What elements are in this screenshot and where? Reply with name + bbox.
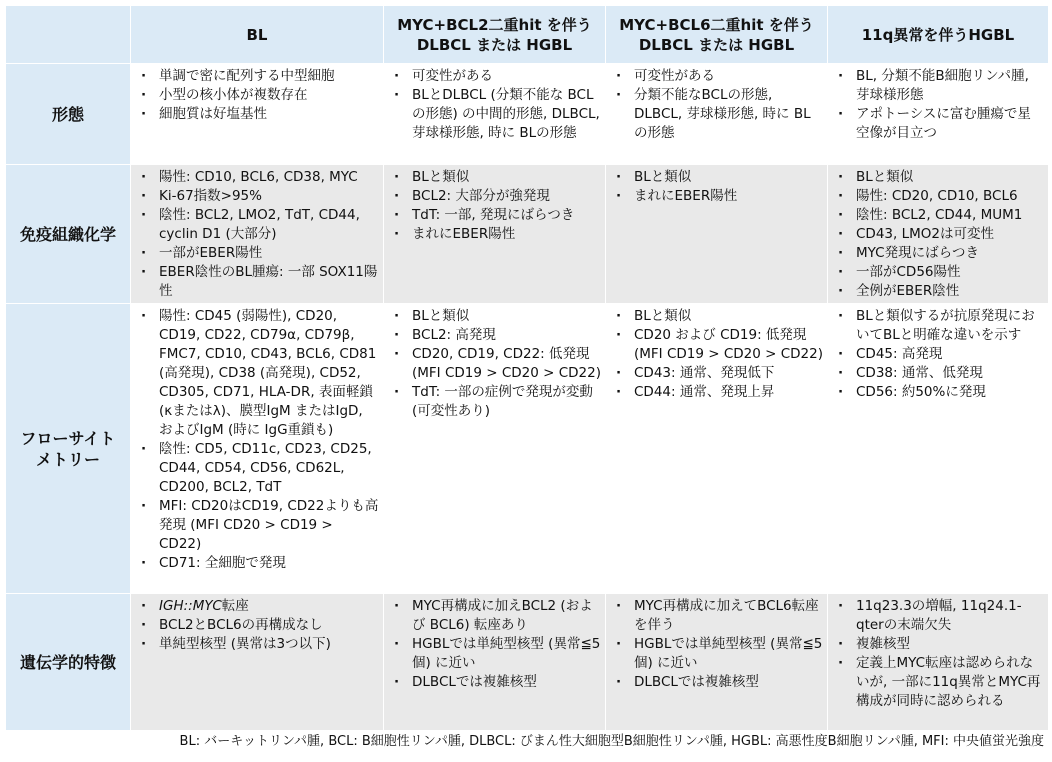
list-item: · BLと類似 xyxy=(614,307,823,326)
list-item: · 単調で密に配列する中型細胞 xyxy=(139,67,379,86)
comparison-table xyxy=(5,5,1049,731)
list-item: · BLと類似 xyxy=(836,168,1044,187)
header-corner xyxy=(6,6,131,64)
bullet-list xyxy=(606,594,827,694)
bullet-list xyxy=(606,64,827,145)
list-item: · CD43, LMO2は可変性 xyxy=(836,225,1044,244)
bullet-list xyxy=(828,304,1048,404)
list-item: · BCL2: 高発現 xyxy=(392,326,601,345)
list-item: · DLBCLでは複雑核型 xyxy=(614,673,823,692)
list-item: · CD20, CD19, CD22: 低発現 (MFI CD19 > CD20 > CD22) xyxy=(392,345,601,383)
bullet-list xyxy=(828,165,1048,303)
row-header-immunohistochemistry: 免疫組織化学 xyxy=(6,165,131,304)
cell-ihc-myc-bcl2 xyxy=(384,165,606,304)
list-item: · 単純型核型 (異常は3つ以下) xyxy=(139,635,379,654)
cell-morphology-myc-bcl2 xyxy=(384,64,606,165)
list-item: · CD44: 通常、発現上昇 xyxy=(614,383,823,402)
bullet-list xyxy=(384,165,605,246)
column-header-myc-bcl6: MYC+BCL6二重hit を伴う DLBCL または HGBL xyxy=(606,6,828,64)
list-item: · HGBLでは単純型核型 (異常≦5個) に近い xyxy=(614,635,823,673)
cell-morphology-myc-bcl6 xyxy=(606,64,828,165)
translocation-suffix: 転座 xyxy=(221,598,249,614)
list-item: · 可変性がある xyxy=(614,67,823,86)
list-item: · まれにEBER陽性 xyxy=(614,187,823,206)
cell-genetics-myc-bcl6 xyxy=(606,594,828,731)
list-item: · CD38: 通常、低発現 xyxy=(836,364,1044,383)
list-item: · 細胞質は好塩基性 xyxy=(139,105,379,124)
list-item: · 陽性: CD20, CD10, BCL6 xyxy=(836,187,1044,206)
cell-genetics-bl xyxy=(131,594,384,731)
bullet-list xyxy=(131,304,383,575)
list-item: · 分類不能なBCLの形態, DLBCL, 芽球様形態, 時に BLの形態 xyxy=(614,86,823,143)
list-item: · BLと類似 xyxy=(614,168,823,187)
cell-genetics-myc-bcl2 xyxy=(384,594,606,731)
list-item: · 全例がEBER陰性 xyxy=(836,282,1044,301)
list-item: · Ki-67指数>95% xyxy=(139,187,379,206)
list-item: · 陽性: CD45 (弱陽性), CD20, CD19, CD22, CD79α, CD79β, FMC7, CD10, CD43, BCL6, CD81 (高発現), CD38 (高発現), CD52, CD305, CD71, HLA-DR, 表面軽鎖 (κまたはλ)、膜型IgM またはIgD, およびIgM (時に IgG重鎖も) xyxy=(139,307,379,440)
column-header-11q: 11q異常を伴うHGBL xyxy=(828,6,1049,64)
list-item: · 陰性: BCL2, CD44, MUM1 xyxy=(836,206,1044,225)
bullet-list xyxy=(606,165,827,208)
list-item: · CD56: 約50%に発現 xyxy=(836,383,1044,402)
list-item: · アポトーシスに富む腫瘍で星空像が目立つ xyxy=(836,105,1044,143)
bullet-list xyxy=(384,64,605,145)
igh-myc-label: IGH::MYC xyxy=(159,598,222,614)
list-item: · BLと類似 xyxy=(392,168,601,187)
column-header-myc-bcl2: MYC+BCL2二重hit を伴う DLBCL または HGBL xyxy=(384,6,606,64)
cell-flow-myc-bcl2 xyxy=(384,304,606,594)
list-item: · 陽性: CD10, BCL6, CD38, MYC xyxy=(139,168,379,187)
row-flow-cytometry xyxy=(6,304,1049,594)
cell-flow-11q xyxy=(828,304,1049,594)
list-item: · BCL2とBCL6の再構成なし xyxy=(139,616,379,635)
cell-flow-bl xyxy=(131,304,384,594)
cell-ihc-11q xyxy=(828,165,1049,304)
list-item: · BL, 分類不能B細胞リンパ腫, 芽球様形態 xyxy=(836,67,1044,105)
list-item xyxy=(139,597,379,616)
bullet-list xyxy=(131,64,383,126)
cell-morphology-bl xyxy=(131,64,384,165)
list-item: · TdT: 一部, 発現にばらつき xyxy=(392,206,601,225)
row-morphology xyxy=(6,64,1049,165)
row-header-morphology: 形態 xyxy=(6,64,131,165)
list-item: · TdT: 一部の症例で発現が変動 (可変性あり) xyxy=(392,383,601,421)
list-item: · BLと類似 xyxy=(392,307,601,326)
bullet-list xyxy=(131,594,383,656)
list-item: · BLと類似するが抗原発現においてBLと明確な違いを示す xyxy=(836,307,1044,345)
row-header-flow-cytometry xyxy=(6,304,131,594)
cell-ihc-bl xyxy=(131,165,384,304)
bullet-list xyxy=(606,304,827,404)
column-header-bl: BL xyxy=(131,6,384,64)
list-item: · 陰性: BCL2, LMO2, TdT, CD44, cyclin D1 (大部分) xyxy=(139,206,379,244)
bullet-list xyxy=(828,594,1048,713)
list-item: · 可変性がある xyxy=(392,67,601,86)
list-item: · MYC再構成に加えてBCL6転座を伴う xyxy=(614,597,823,635)
list-item: · DLBCLでは複雑核型 xyxy=(392,673,601,692)
list-item: · EBER陰性のBL腫瘍: 一部 SOX11陽性 xyxy=(139,263,379,301)
row-header-label: フローサイトメトリー xyxy=(20,428,116,469)
list-item: · BCL2: 大部分が強発現 xyxy=(392,187,601,206)
list-item: · 小型の核小体が複数存在 xyxy=(139,86,379,105)
row-immunohistochemistry xyxy=(6,165,1049,304)
list-item: · CD20 および CD19: 低発現 (MFI CD19 > CD20 > CD22) xyxy=(614,326,823,364)
bullet-list xyxy=(828,64,1048,145)
list-item: · CD43: 通常、発現低下 xyxy=(614,364,823,383)
list-item: · 定義上MYC転座は認められないが, 一部に11q異常とMYC再構成が同時に認められる xyxy=(836,654,1044,711)
list-item: · 11q23.3の増幅, 11q24.1-qterの末端欠失 xyxy=(836,597,1044,635)
row-genetics xyxy=(6,594,1049,731)
list-item: · HGBLでは単純型核型 (異常≦5個) に近い xyxy=(392,635,601,673)
header-row xyxy=(6,6,1049,64)
bullet-list xyxy=(384,594,605,694)
list-item: · BLとDLBCL (分類不能な BCLの形態) の中間的形態, DLBCL, 芽球様形態, 時に BLの形態 xyxy=(392,86,601,143)
abbreviation-footnote: BL: バーキットリンパ腫, BCL: B細胞性リンパ腫, DLBCL: びまん性大細胞型B細胞性リンパ腫, HGBL: 高悪性度B細胞リンパ腫, MFI: 中央値蛍光強度 xyxy=(179,734,1044,749)
list-item: · 一部がCD56陽性 xyxy=(836,263,1044,282)
list-item: · 陰性: CD5, CD11c, CD23, CD25, CD44, CD54, CD56, CD62L, CD200, BCL2, TdT xyxy=(139,440,379,497)
bullet-list xyxy=(384,304,605,423)
list-item: · 複雑核型 xyxy=(836,635,1044,654)
list-item: · MYC発現にばらつき xyxy=(836,244,1044,263)
cell-ihc-myc-bcl6 xyxy=(606,165,828,304)
list-item: · MFI: CD20はCD19, CD22よりも高発現 (MFI CD20 > CD19 > CD22) xyxy=(139,497,379,554)
list-item: · 一部がEBER陽性 xyxy=(139,244,379,263)
list-item: · CD71: 全細胞で発現 xyxy=(139,554,379,573)
cell-genetics-11q xyxy=(828,594,1049,731)
list-item: · CD45: 高発現 xyxy=(836,345,1044,364)
list-item: · まれにEBER陽性 xyxy=(392,225,601,244)
row-header-genetics: 遺伝学的特徴 xyxy=(6,594,131,731)
cell-flow-myc-bcl6 xyxy=(606,304,828,594)
list-item: · MYC再構成に加えBCL2 (および BCL6) 転座あり xyxy=(392,597,601,635)
bullet-list xyxy=(131,165,383,303)
cell-morphology-11q xyxy=(828,64,1049,165)
